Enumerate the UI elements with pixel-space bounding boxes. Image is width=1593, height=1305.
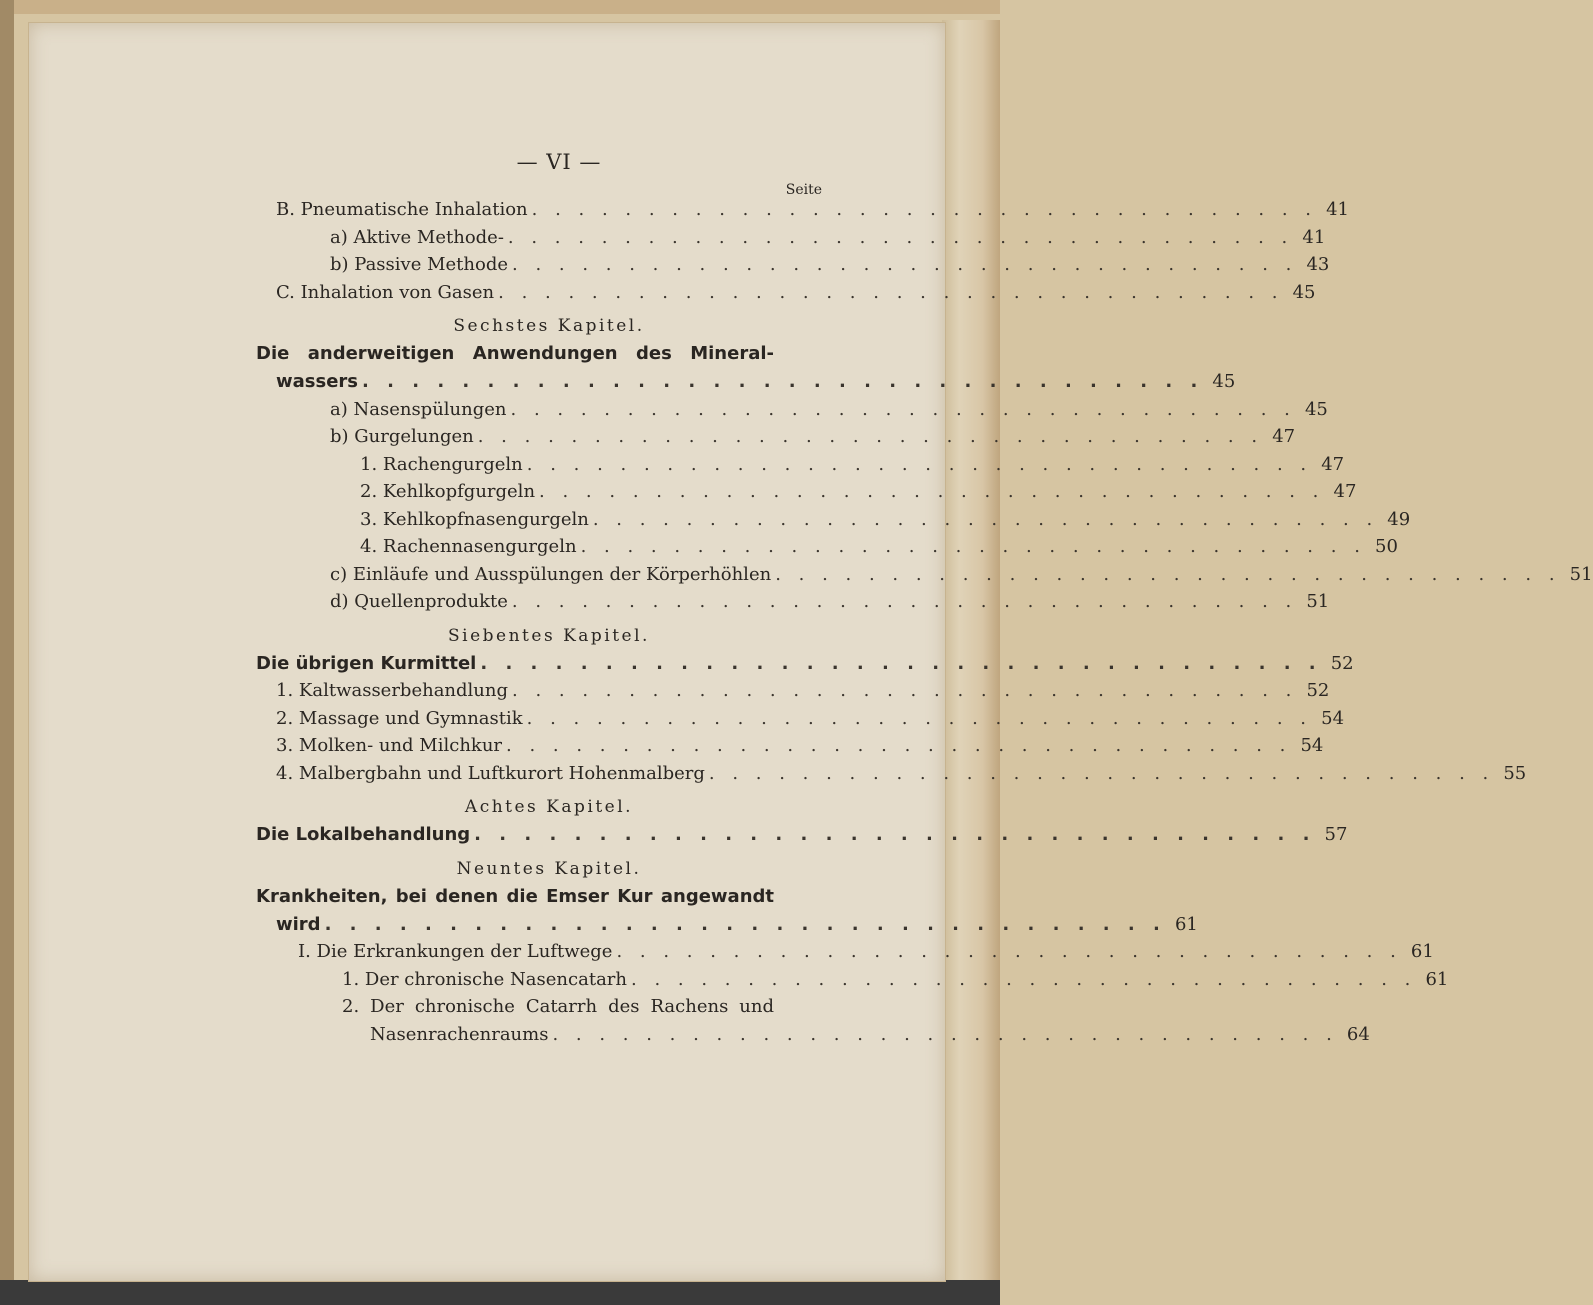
toc-label: I. Die Erkrankungen der Luftwege <box>298 941 613 962</box>
toc-label: 2. Kehlkopfgurgeln <box>360 481 536 502</box>
toc-label: b) Gurgelungen <box>330 426 474 447</box>
leader-dots: . . . . . . . . . . . . . . . . . . . . . . . . . . . . . . . . . . <box>775 563 1561 585</box>
leader-dots: . . . . . . . . . . . . . . . . . . . . . . . . . . . . . . . . . . <box>631 968 1417 990</box>
toc-label: 4. Malbergbahn und Luftkurort Hohenmalberg <box>276 762 705 784</box>
toc-label: 1. Kaltwasserbehandlung <box>276 680 509 701</box>
toc-page: 51 <box>1306 591 1330 612</box>
toc-page: 54 <box>1300 735 1324 756</box>
toc-label: Nasenrachenraums <box>370 1023 549 1045</box>
toc-page: 51 <box>1569 563 1593 585</box>
toc-label: 1. Der chronische Nasencatarh <box>342 968 627 990</box>
leader-dots: . . . . . . . . . . . . . . . . . . . . . . . . . . . . . . . . . . <box>512 680 1298 701</box>
toc-page: 41 <box>1326 199 1349 220</box>
toc-label: wassers <box>276 371 359 392</box>
leader-dots: . . . . . . . . . . . . . . . . . . . . . . . . . . . . . . . . . . <box>477 426 1264 447</box>
leader-dots: . . . . . . . . . . . . . . . . . . . . . . . . . . . . . . . . . . <box>362 371 1204 392</box>
toc-entry <box>256 251 1330 279</box>
toc-entry <box>256 966 1449 994</box>
leader-dots: . . . . . . . . . . . . . . . . . . . . . . . . . . . . . . . . . . <box>526 707 1313 729</box>
toc-entry <box>256 1021 1370 1049</box>
leader-dots: . . . . . . . . . . . . . . . . . . . . . . . . . . . . . . . . . . <box>580 536 1366 557</box>
toc-page: 47 <box>1321 453 1345 475</box>
toc-page: 61 <box>1174 913 1198 935</box>
toc-page: 47 <box>1272 426 1296 447</box>
chapter-title: Die anderweitigen Anwendungen des Mineral- <box>256 343 774 364</box>
chapter-title: Krankheiten, bei denen die Emser Kur angewandt <box>256 885 774 907</box>
toc-label: d) Quellenprodukte <box>330 591 508 612</box>
leader-dots: . . . . . . . . . . . . . . . . . . . . . . . . . . . . . . . . . . <box>507 226 1294 248</box>
scan-background-left <box>0 0 14 1305</box>
toc-label: C. Inhalation von Gasen <box>276 281 495 303</box>
column-label-seite: Seite <box>785 182 822 198</box>
scan-background-bottom <box>0 1280 1000 1305</box>
toc-page: 52 <box>1330 652 1354 674</box>
toc-label: wird <box>276 913 321 935</box>
leader-dots: . . . . . . . . . . . . . . . . . . . . . . . . . . . . . . . . . . <box>539 481 1325 502</box>
leader-dots: . . . . . . . . . . . . . . . . . . . . . . . . . . . . . . . . . . <box>474 824 1316 845</box>
leader-dots: . . . . . . . . . . . . . . . . . . . . . . . . . . . . . . . . . . <box>708 762 1495 784</box>
toc-page: 47 <box>1333 481 1357 502</box>
toc-label: 3. Molken- und Milchkur <box>276 735 503 756</box>
leader-dots: . . . . . . . . . . . . . . . . . . . . . . . . . . . . . . . . . . <box>616 941 1402 962</box>
toc-label: Die Lokalbehandlung <box>256 824 471 845</box>
toc-entry <box>256 396 1328 424</box>
toc-entry <box>256 732 1324 760</box>
toc-label: 3. Kehlkopfnasengurgeln <box>360 508 589 530</box>
toc-page: 55 <box>1503 762 1527 784</box>
chapter-heading: Sechstes Kapitel. <box>453 316 645 336</box>
table-of-contents <box>256 150 1593 1048</box>
toc-entry-line: 2. Der chronische Catarrh des Rachens und <box>342 996 774 1017</box>
toc-page: 52 <box>1306 680 1330 701</box>
toc-entry <box>256 821 1348 849</box>
leader-dots: . . . . . . . . . . . . . . . . . . . . . . . . . . . . . . . . . . <box>510 398 1296 420</box>
toc-entry <box>256 224 1326 252</box>
toc-label: Die übrigen Kurmittel <box>256 652 477 674</box>
toc-label: a) Aktive Methode- <box>330 226 504 248</box>
toc-page: 57 <box>1324 824 1348 845</box>
leader-dots: . . . . . . . . . . . . . . . . . . . . . . . . . . . . . . . . . . <box>512 254 1298 275</box>
toc-page: 54 <box>1321 707 1345 729</box>
leader-dots: . . . . . . . . . . . . . . . . . . . . . . . . . . . . . . . . . . <box>506 735 1292 756</box>
toc-label: a) Nasenspülungen <box>330 398 507 420</box>
toc-entry <box>256 506 1411 534</box>
toc-entry <box>256 533 1398 561</box>
leader-dots: . . . . . . . . . . . . . . . . . . . . . . . . . . . . . . . . . . <box>511 591 1298 612</box>
toc-page: 45 <box>1304 398 1328 420</box>
toc-page: 61 <box>1425 968 1449 990</box>
toc-entry <box>256 911 1198 939</box>
toc-entry <box>256 677 1330 705</box>
toc-entry <box>256 451 1345 479</box>
toc-page: 50 <box>1375 536 1398 557</box>
chapter-heading: Siebentes Kapitel. <box>448 625 650 646</box>
toc-entry <box>256 588 1330 616</box>
leader-dots: . . . . . . . . . . . . . . . . . . . . . . . . . . . . . . . . . . <box>552 1023 1338 1045</box>
toc-page: 43 <box>1306 254 1330 275</box>
toc-page: 61 <box>1410 941 1434 962</box>
leader-dots: . . . . . . . . . . . . . . . . . . . . . . . . . . . . . . . . . . <box>526 453 1313 475</box>
scan-background-top <box>0 0 1000 14</box>
toc-entry <box>256 196 1349 224</box>
chapter-heading: Achtes Kapitel. <box>464 797 634 817</box>
toc-label: 4. Rachennasengurgeln <box>360 536 577 557</box>
toc-entry <box>256 938 1434 966</box>
toc-entry <box>256 760 1527 788</box>
toc-page: 45 <box>1292 281 1316 303</box>
toc-label: B. Pneumatische Inhalation <box>276 199 528 220</box>
chapter-heading: Neuntes Kapitel. <box>456 858 642 879</box>
toc-label: b) Passive Methode <box>330 254 508 275</box>
leader-dots: . . . . . . . . . . . . . . . . . . . . . . . . . . . . . . . . . . <box>498 281 1284 303</box>
toc-entry <box>256 368 1236 396</box>
toc-page: 49 <box>1387 508 1411 530</box>
toc-entry <box>256 423 1296 451</box>
leader-dots: . . . . . . . . . . . . . . . . . . . . . . . . . . . . . . . . . . <box>531 199 1317 220</box>
toc-entry <box>256 705 1345 733</box>
toc-label: 1. Rachengurgeln <box>360 453 523 475</box>
toc-page: 64 <box>1346 1023 1370 1045</box>
leader-dots: . . . . . . . . . . . . . . . . . . . . . . . . . . . . . . . . . . <box>324 913 1166 935</box>
toc-page: 41 <box>1302 226 1326 248</box>
toc-label: 2. Massage und Gymnastik <box>276 707 523 729</box>
toc-entry <box>256 650 1354 678</box>
leader-dots: . . . . . . . . . . . . . . . . . . . . . . . . . . . . . . . . . . <box>592 508 1379 530</box>
leader-dots: . . . . . . . . . . . . . . . . . . . . . . . . . . . . . . . . . . <box>480 652 1322 674</box>
toc-entry <box>256 478 1357 506</box>
toc-entry <box>256 561 1593 589</box>
page-number-header: — VI — <box>516 150 602 174</box>
toc-label: c) Einläufe und Ausspülungen der Körperhöhlen <box>330 563 772 585</box>
toc-page: 45 <box>1212 371 1236 392</box>
toc-entry <box>256 279 1316 307</box>
